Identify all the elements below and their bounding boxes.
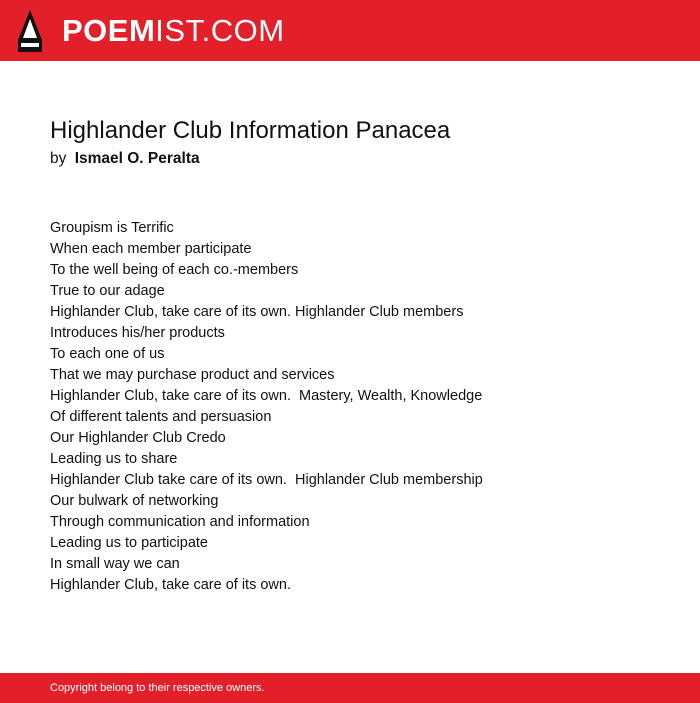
byline [50,148,200,170]
poem-line: Leading us to participate [50,535,208,551]
poem-line: To the well being of each co.-members [50,262,299,278]
poem-line: Leading us to share [50,451,178,467]
pencil-tip-icon[interactable] [18,10,42,52]
brand-bold: POEM [62,13,156,48]
poem-line: Of different talents and persuasion [50,409,272,425]
poem-line: Our Highlander Club Credo [50,430,226,446]
poem-title: Highlander Club Information Panacea [50,117,451,144]
author-name: Ismael O. Peralta [74,150,200,167]
poem-line: To each one of us [50,346,165,362]
poem-line: Introduces his/her products [50,325,225,341]
poem-line: In small way we can [50,556,180,572]
poem-line: Through communication and information [50,514,310,530]
poem-line: That we may purchase product and services [50,367,335,383]
brand-light: IST.COM [155,13,285,48]
poem-line: Our bulwark of networking [50,493,219,509]
site-footer [0,673,700,703]
site-logo-link[interactable] [62,13,285,49]
by-label: by [50,150,67,167]
poem-line: Highlander Club take care of its own. Highlander Club membership [50,472,483,488]
poem-line: Groupism is Terrific [50,220,174,236]
poem-line: True to our adage [50,283,165,299]
poem-body [50,218,483,596]
site-header [0,0,700,61]
copyright-text: Copyright belong to their respective owners. [50,682,265,694]
poem-line: When each member participate [50,241,252,257]
poem-line: Highlander Club, take care of its own. Mastery, Wealth, Knowledge [50,388,483,404]
poem-line: Highlander Club, take care of its own. [50,577,291,593]
poem-line: Highlander Club, take care of its own. Highlander Club members [50,304,464,320]
